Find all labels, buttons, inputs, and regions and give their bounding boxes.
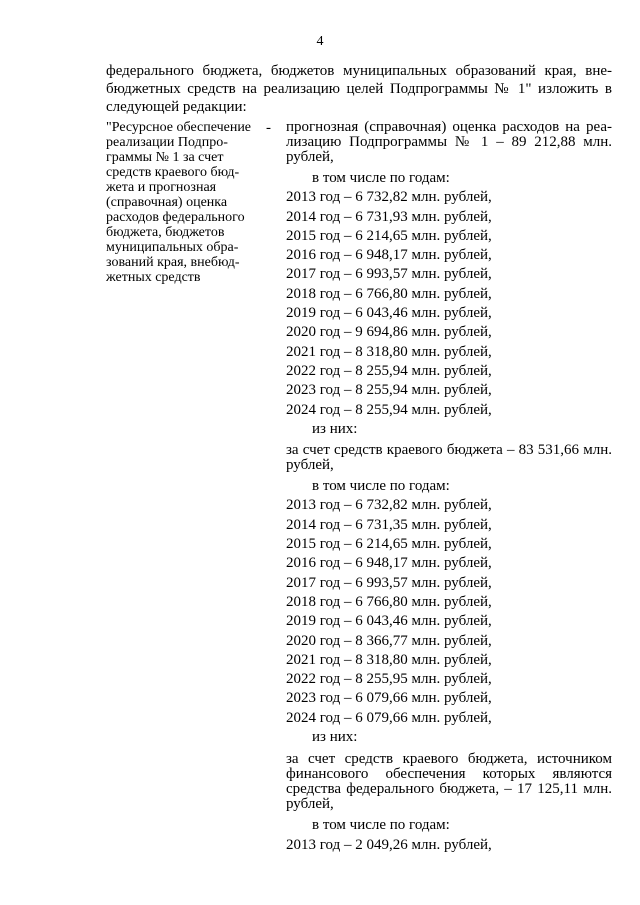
year-amount: 2020 год – 8 366,77 млн. рублей, bbox=[286, 632, 492, 649]
year-amount: 2020 год – 9 694,86 млн. рублей, bbox=[286, 324, 492, 341]
paragraph-line: рублей, bbox=[286, 457, 334, 474]
year-amount: 2024 год – 6 079,66 млн. рублей, bbox=[286, 709, 492, 726]
year-amount: 2023 год – 8 255,94 млн. рублей, bbox=[286, 382, 492, 399]
paragraph-line: за счет средств краевого бюджета – 83 531,66 млн. bbox=[286, 442, 612, 459]
year-amount: 2017 год – 6 993,57 млн. рублей, bbox=[286, 574, 492, 591]
label-line: реализации Подпро- bbox=[106, 135, 228, 150]
year-amount: 2014 год – 6 731,93 млн. рублей, bbox=[286, 208, 492, 225]
year-amount: 2021 год – 8 318,80 млн. рублей, bbox=[286, 651, 492, 668]
by-year-label: в том числе по годам: bbox=[312, 170, 450, 186]
year-amount: 2022 год – 8 255,94 млн. рублей, bbox=[286, 362, 492, 379]
year-amount: 2015 год – 6 214,65 млн. рублей, bbox=[286, 536, 492, 553]
resource-values-column bbox=[286, 120, 612, 855]
of-them-label: из них: bbox=[312, 420, 358, 437]
total-estimate-paragraph bbox=[286, 120, 612, 165]
paragraph-line: рублей, bbox=[286, 149, 334, 165]
resource-label-column bbox=[106, 120, 256, 285]
federal-years-list bbox=[286, 836, 612, 855]
intro-line: федерального бюджета, бюджетов муниципальных образований края, вне- bbox=[106, 63, 612, 79]
year-amount: 2018 год – 6 766,80 млн. рублей, bbox=[286, 593, 492, 610]
paragraph-line: средства федерального бюджета, – 17 125,11 млн. bbox=[286, 781, 612, 798]
label-line: граммы № 1 за счет bbox=[106, 150, 224, 165]
year-amount: 2019 год – 6 043,46 млн. рублей, bbox=[286, 305, 492, 322]
federal-source-paragraph bbox=[286, 752, 612, 812]
year-amount: 2018 год – 6 766,80 млн. рублей, bbox=[286, 285, 492, 302]
year-amount: 2014 год – 6 731,35 млн. рублей, bbox=[286, 516, 492, 533]
year-amount: 2013 год – 6 732,82 млн. рублей, bbox=[286, 497, 492, 514]
year-amount: 2017 год – 6 993,57 млн. рублей, bbox=[286, 266, 492, 283]
label-line: бюджета, бюджетов bbox=[106, 225, 225, 240]
year-amount: 2024 год – 8 255,94 млн. рублей, bbox=[286, 401, 492, 418]
of-them-label: из них: bbox=[312, 729, 358, 746]
year-amount: 2013 год – 2 049,26 млн. рублей, bbox=[286, 836, 492, 853]
intro-line: следующей редакции: bbox=[106, 99, 247, 115]
year-amount: 2023 год – 6 079,66 млн. рублей, bbox=[286, 690, 492, 707]
paragraph-line: рублей, bbox=[286, 796, 334, 813]
label-line: жета и прогнозная bbox=[106, 180, 217, 195]
label-line: жетных средств bbox=[106, 270, 201, 285]
year-amount: 2021 год – 8 318,80 млн. рублей, bbox=[286, 343, 492, 360]
label-line: "Ресурсное обеспечение bbox=[106, 120, 252, 135]
paragraph-line: финансового обеспечения которых являются bbox=[286, 766, 612, 783]
paragraph-line: лизацию Подпрограммы № 1 – 89 212,88 млн. bbox=[286, 134, 612, 150]
by-year-label: в том числе по годам: bbox=[312, 817, 450, 834]
page-number: 4 bbox=[316, 34, 324, 49]
label-line: (справочная) оценка bbox=[106, 195, 228, 210]
total-years-list bbox=[286, 188, 612, 420]
year-amount: 2015 год – 6 214,65 млн. рублей, bbox=[286, 227, 492, 244]
intro-paragraph bbox=[106, 62, 612, 116]
label-line: расходов федерального bbox=[106, 210, 245, 225]
regional-years-list bbox=[286, 496, 612, 728]
year-amount: 2016 год – 6 948,17 млн. рублей, bbox=[286, 247, 492, 264]
year-amount: 2016 год – 6 948,17 млн. рублей, bbox=[286, 555, 492, 572]
by-year-label: в том числе по годам: bbox=[312, 478, 450, 495]
label-line: муниципальных обра- bbox=[106, 240, 239, 255]
year-amount: 2022 год – 8 255,95 млн. рублей, bbox=[286, 671, 492, 688]
label-line: зований края, внебюд- bbox=[106, 255, 240, 270]
intro-line: бюджетных средств на реализацию целей Подпрограммы № 1" изложить в bbox=[106, 81, 612, 97]
year-amount: 2013 год – 6 732,82 млн. рублей, bbox=[286, 189, 492, 206]
paragraph-line: за счет средств краевого бюджета, источником bbox=[286, 751, 612, 768]
paragraph-line: прогнозная (справочная) оценка расходов на реа- bbox=[286, 119, 612, 135]
year-amount: 2019 год – 6 043,46 млн. рублей, bbox=[286, 613, 492, 630]
dash-separator: - bbox=[266, 120, 271, 136]
label-line: средств краевого бюд- bbox=[106, 165, 240, 180]
regional-budget-paragraph bbox=[286, 443, 612, 473]
